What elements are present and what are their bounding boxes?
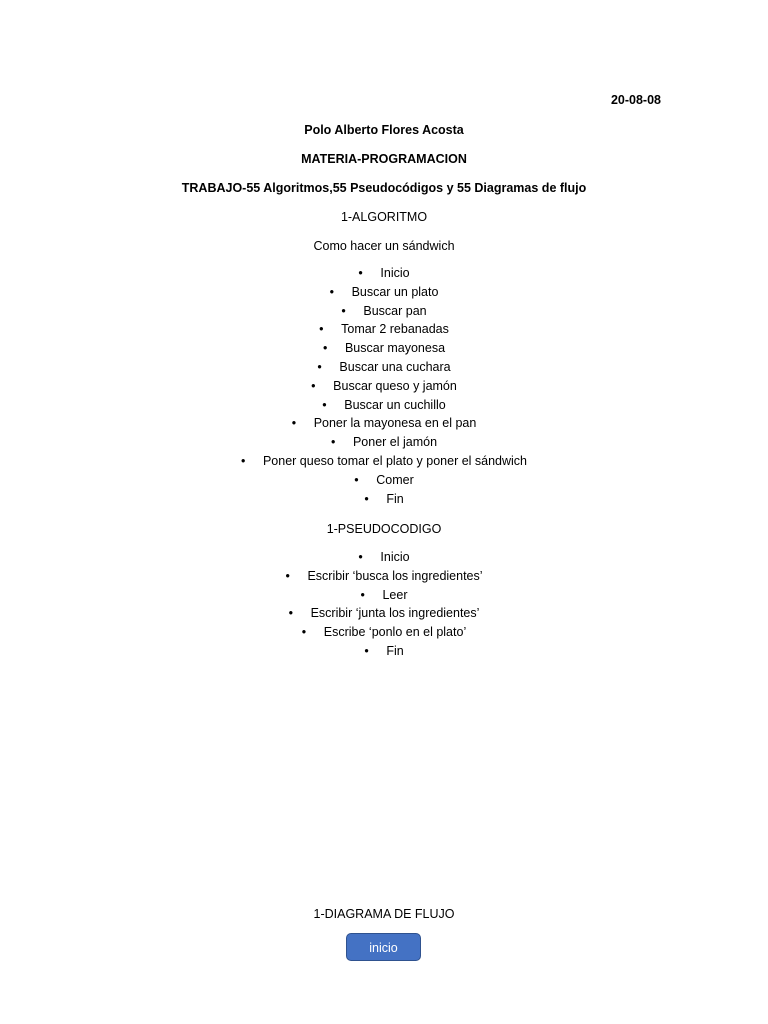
list-item: • Buscar mayonesa: [0, 339, 768, 358]
list-item: • Poner queso tomar el plato y poner el sándwich: [0, 452, 768, 471]
bullet-icon: •: [319, 322, 324, 337]
list-item: • Leer: [0, 586, 768, 605]
algorithm-steps-list: [0, 264, 768, 508]
list-item: • Inicio: [0, 548, 768, 567]
bullet-icon: •: [291, 416, 297, 431]
bullet-icon: •: [358, 266, 363, 280]
bullet-icon: •: [341, 303, 346, 318]
list-item: • Buscar queso y jamón: [0, 377, 768, 396]
bullet-icon: •: [360, 587, 365, 602]
list-item: • Comer: [0, 471, 768, 490]
list-item: • Poner la mayonesa en el pan: [0, 414, 768, 433]
bullet-icon: •: [317, 359, 322, 374]
bullet-icon: •: [329, 284, 334, 299]
bullet-icon: •: [322, 397, 327, 412]
bullet-icon: •: [240, 453, 246, 468]
bullet-icon: •: [301, 625, 307, 640]
bullet-icon: •: [364, 491, 369, 506]
subject-title: MATERIA-PROGRAMACION: [301, 152, 467, 166]
list-item: • Fin: [0, 642, 768, 661]
assignment-title: TRABAJO-55 Algoritmos,55 Pseudocódigos y 55 Diagramas de flujo: [181, 181, 587, 195]
list-item: • Buscar pan: [0, 302, 768, 321]
flowchart-heading: 1-DIAGRAMA DE FLUJO: [313, 907, 455, 921]
bullet-icon: •: [322, 341, 328, 356]
bullet-icon: •: [364, 643, 369, 658]
list-item: • Tomar 2 rebanadas: [0, 320, 768, 339]
list-item: • Inicio: [0, 264, 768, 283]
bullet-icon: •: [358, 550, 363, 564]
list-item: • Buscar un cuchillo: [0, 396, 768, 415]
document-date: 20-08-08: [610, 93, 661, 107]
author-name: Polo Alberto Flores Acosta: [304, 123, 464, 137]
list-item: • Escribir ‘busca los ingredientes’: [0, 567, 768, 586]
bullet-icon: •: [311, 378, 316, 393]
pseudocode-heading: 1-PSEUDOCODIGO: [326, 522, 442, 536]
bullet-icon: •: [354, 472, 359, 487]
flowchart-start-box: inicio: [346, 933, 421, 961]
list-item: • Escribe ‘ponlo en el plato’: [0, 623, 768, 642]
list-item: • Buscar un plato: [0, 283, 768, 302]
bullet-icon: •: [330, 435, 336, 450]
list-item: • Buscar una cuchara: [0, 358, 768, 377]
list-item: • Poner el jamón: [0, 433, 768, 452]
algorithm-heading: 1-ALGORITMO: [340, 210, 428, 224]
list-item: • Escribir ‘junta los ingredientes’: [0, 604, 768, 623]
pseudocode-steps-list: [0, 548, 768, 661]
algorithm-title: Como hacer un sándwich: [313, 239, 455, 253]
bullet-icon: •: [285, 568, 290, 583]
bullet-icon: •: [288, 606, 293, 621]
list-item: • Fin: [0, 490, 768, 509]
